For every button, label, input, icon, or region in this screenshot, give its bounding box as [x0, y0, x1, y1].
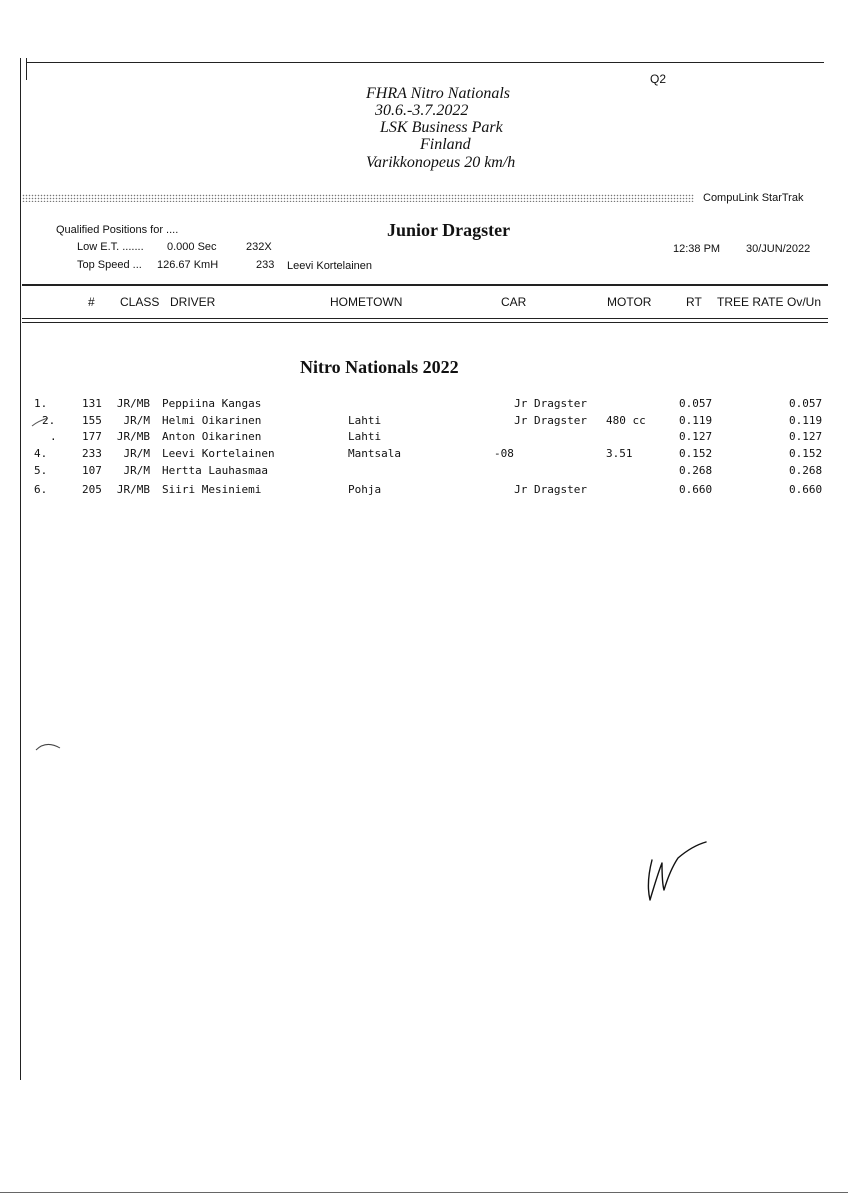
row-car: Jr Dragster — [514, 397, 587, 410]
col-tree-rate: TREE RATE — [717, 295, 784, 309]
row-driver: Peppiina Kangas — [162, 397, 262, 410]
row-ovun: 0.268 — [789, 464, 823, 477]
row-ovun: 0.152 — [789, 447, 823, 460]
low-et-car: 232X — [246, 241, 272, 253]
col-hometown: HOMETOWN — [330, 295, 403, 309]
table-row — [0, 397, 848, 413]
row-class: JR/M — [123, 447, 150, 460]
report-date: 30/JUN/2022 — [746, 243, 811, 255]
row-class: JR/MB — [116, 430, 150, 443]
col-num: # — [88, 295, 95, 309]
row-car: Jr Dragster — [514, 414, 587, 427]
subtitle: Nitro Nationals 2022 — [300, 357, 459, 377]
col-driver: DRIVER — [170, 295, 216, 309]
row-rt: 0.119 — [679, 414, 713, 427]
row-hometown: Mantsala — [348, 447, 401, 460]
row-rt: 0.268 — [679, 464, 713, 477]
row-class: JR/MB — [116, 483, 150, 496]
low-et-value: 0.000 Sec — [167, 241, 217, 253]
row-num: 107 — [82, 464, 102, 477]
row-class: JR/M — [123, 414, 150, 427]
row-motor: 480 cc — [606, 414, 646, 427]
dotted-separator — [22, 194, 694, 202]
rule-under-header — [22, 318, 828, 319]
category-title: Junior Dragster — [387, 220, 511, 240]
row-rt: 0.660 — [679, 483, 713, 496]
row-ovun: 0.127 — [789, 430, 823, 443]
row-car: Jr Dragster — [514, 483, 587, 496]
system-label: CompuLink StarTrak — [703, 192, 804, 204]
top-speed-label: Top Speed ... — [77, 259, 142, 271]
row-num: 233 — [82, 447, 102, 460]
left-border — [20, 58, 21, 1080]
row-num: 131 — [82, 397, 102, 410]
row-driver: Helmi Oikarinen — [162, 414, 262, 427]
row-rt: 0.152 — [679, 447, 713, 460]
event-title: FHRA Nitro Nationals — [366, 85, 511, 102]
pen-arc-mark — [34, 738, 64, 754]
row-motor: 3.51 — [606, 447, 633, 460]
row-hometown: Pohja — [348, 483, 382, 496]
row-ovun: 0.660 — [789, 483, 823, 496]
row-hometown: Lahti — [348, 414, 382, 427]
report-time: 12:38 PM — [673, 243, 721, 255]
table-row — [0, 447, 848, 463]
row-ovun: 0.119 — [789, 414, 823, 427]
row-hometown: Lahti — [348, 430, 382, 443]
row-ovun: 0.057 — [789, 397, 823, 410]
session-label: Q2 — [650, 72, 667, 86]
row-num: 177 — [82, 430, 102, 443]
row-driver: Siiri Mesiniemi — [162, 483, 262, 496]
row-pos: 5. — [34, 464, 48, 477]
row-driver: Leevi Kortelainen — [162, 447, 275, 460]
col-rt: RT — [686, 295, 702, 309]
rule-under-header-2 — [22, 322, 828, 323]
qualified-heading: Qualified Positions for .... — [56, 224, 179, 236]
rule-under-qualified — [22, 284, 828, 286]
row-num: 205 — [82, 483, 102, 496]
low-et-label: Low E.T. ....... — [77, 241, 144, 253]
event-country: Finland — [420, 136, 471, 153]
row-class: JR/M — [123, 464, 150, 477]
bottom-rule — [0, 1192, 848, 1193]
pen-tick-mark — [30, 412, 54, 432]
col-ovun: Ov/Un — [787, 295, 822, 309]
table-row — [0, 430, 848, 446]
row-rt: 0.127 — [679, 430, 713, 443]
row-driver: Hertta Lauhasmaa — [162, 464, 268, 477]
row-driver: Anton Oikarinen — [162, 430, 262, 443]
row-rt: 0.057 — [679, 397, 713, 410]
event-venue: LSK Business Park — [380, 119, 503, 136]
row-pos: 4. — [34, 447, 48, 460]
col-class: CLASS — [120, 295, 160, 309]
top-speed-driver: Leevi Kortelainen — [287, 260, 373, 272]
table-row — [0, 483, 848, 499]
row-pos: 6. — [34, 483, 48, 496]
col-car: CAR — [501, 295, 527, 309]
event-dates: 30.6.-3.7.2022 — [375, 102, 469, 119]
top-speed-value: 126.67 KmH — [157, 259, 219, 271]
row-class: JR/MB — [116, 397, 150, 410]
row-pos: 2. — [42, 414, 56, 427]
table-row — [0, 414, 848, 430]
row-pos: . — [50, 430, 57, 443]
row-num: 155 — [82, 414, 102, 427]
row-pos: 1. — [34, 397, 48, 410]
event-pit-speed: Varikkonopeus 20 km/h — [366, 154, 516, 171]
top-speed-car: 233 — [256, 259, 275, 271]
table-row — [0, 464, 848, 480]
top-rule — [26, 62, 824, 63]
signature-graphic — [640, 828, 720, 908]
row-car: -08 — [494, 447, 514, 460]
col-motor: MOTOR — [607, 295, 652, 309]
